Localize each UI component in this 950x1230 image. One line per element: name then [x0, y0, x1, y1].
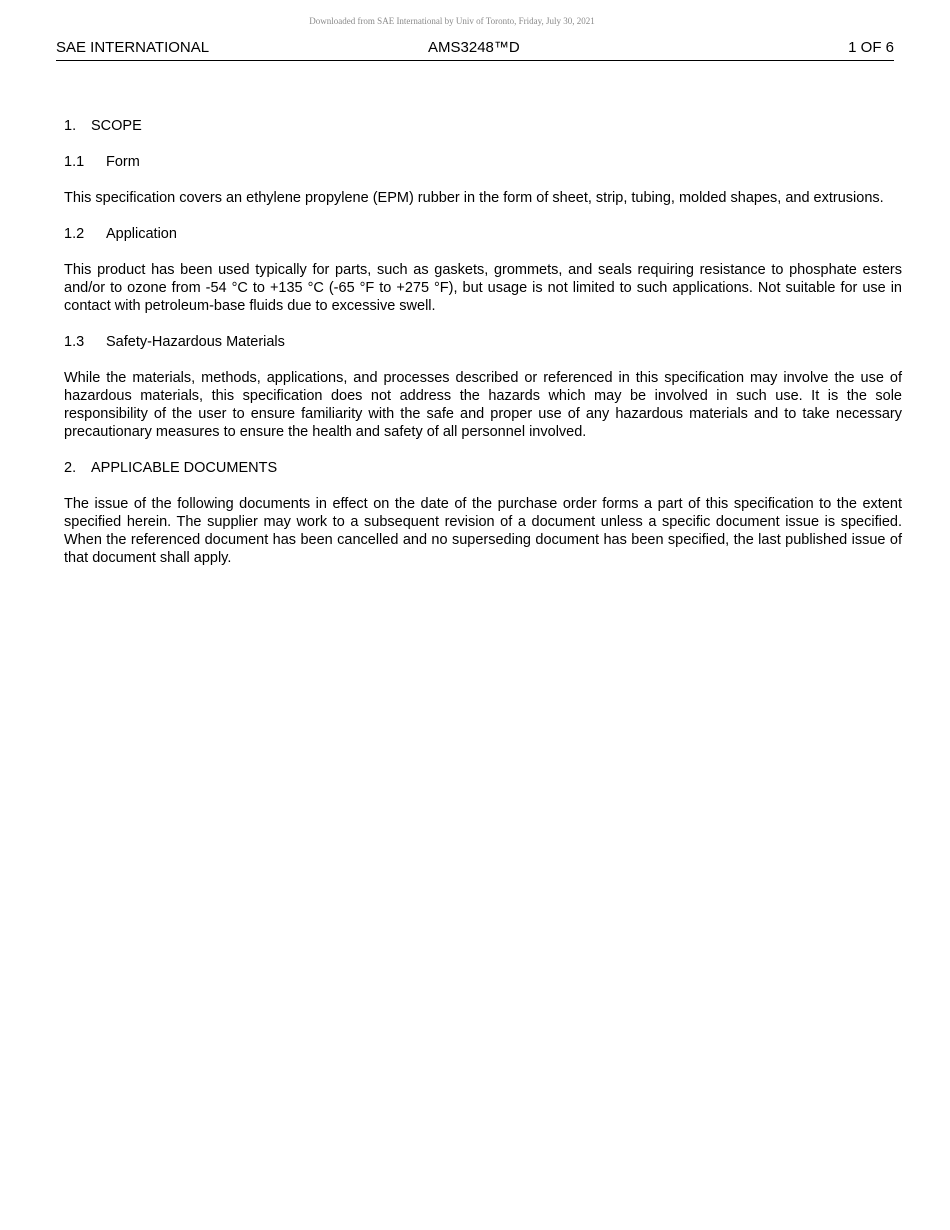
- section-heading-application: [64, 225, 902, 243]
- section-number: 1.1: [64, 154, 85, 170]
- section-number: 1.2: [64, 226, 85, 242]
- download-watermark: Downloaded from SAE International by Univ of Toronto, Friday, July 30, 2021: [309, 16, 595, 26]
- section-title: Form: [106, 154, 140, 170]
- section-number: 1.: [64, 118, 77, 134]
- paragraph-safety: While the materials, methods, applications, and processes described or referenced in this specification may involve the use of hazardous materials, this specification does not address the hazards which may be involved in such use. It is the sole responsibility of the user to ensure familiarity with the safe and proper use of any hazardous materials and to take necessary precautionary measures to ensure the health and safety of all personnel involved.: [64, 370, 902, 440]
- section-title: Safety-Hazardous Materials: [106, 334, 285, 350]
- section-heading-applicable-documents: [64, 459, 902, 477]
- section-heading-safety: [64, 333, 902, 351]
- section-number: 2.: [64, 460, 77, 476]
- header-page-number: 1 OF 6: [848, 39, 894, 56]
- paragraph-application: This product has been used typically for parts, such as gaskets, grommets, and seals requiring resistance to phosphate esters and/or to ozone from -54 °C to +135 °C (-65 °F to +275 °F), but usage is not limited to such applications. Not suitable for use in contact with petroleum-base fluids due to excessive swell.: [64, 262, 902, 314]
- header-document-id: AMS3248™D: [428, 39, 520, 56]
- paragraph-applicable-documents: The issue of the following documents in effect on the date of the purchase order forms a part of this specification to the extent specified herein. The supplier may work to a subsequent revision of a document unless a specific document issue is specified. When the referenced document has been cancelled and no superseding document has been specified, the last published issue of that document shall apply.: [64, 496, 902, 566]
- running-header: [56, 38, 894, 61]
- document-body: [64, 117, 902, 585]
- section-title: APPLICABLE DOCUMENTS: [91, 460, 278, 476]
- section-number: 1.3: [64, 334, 85, 350]
- section-title: Application: [106, 226, 177, 242]
- section-heading-form: [64, 153, 902, 171]
- section-title: SCOPE: [91, 118, 142, 134]
- section-heading-scope: [64, 117, 902, 135]
- header-organization: SAE INTERNATIONAL: [56, 39, 210, 56]
- paragraph-form: This specification covers an ethylene propylene (EPM) rubber in the form of sheet, strip, tubing, molded shapes, and extrusions.: [64, 190, 884, 206]
